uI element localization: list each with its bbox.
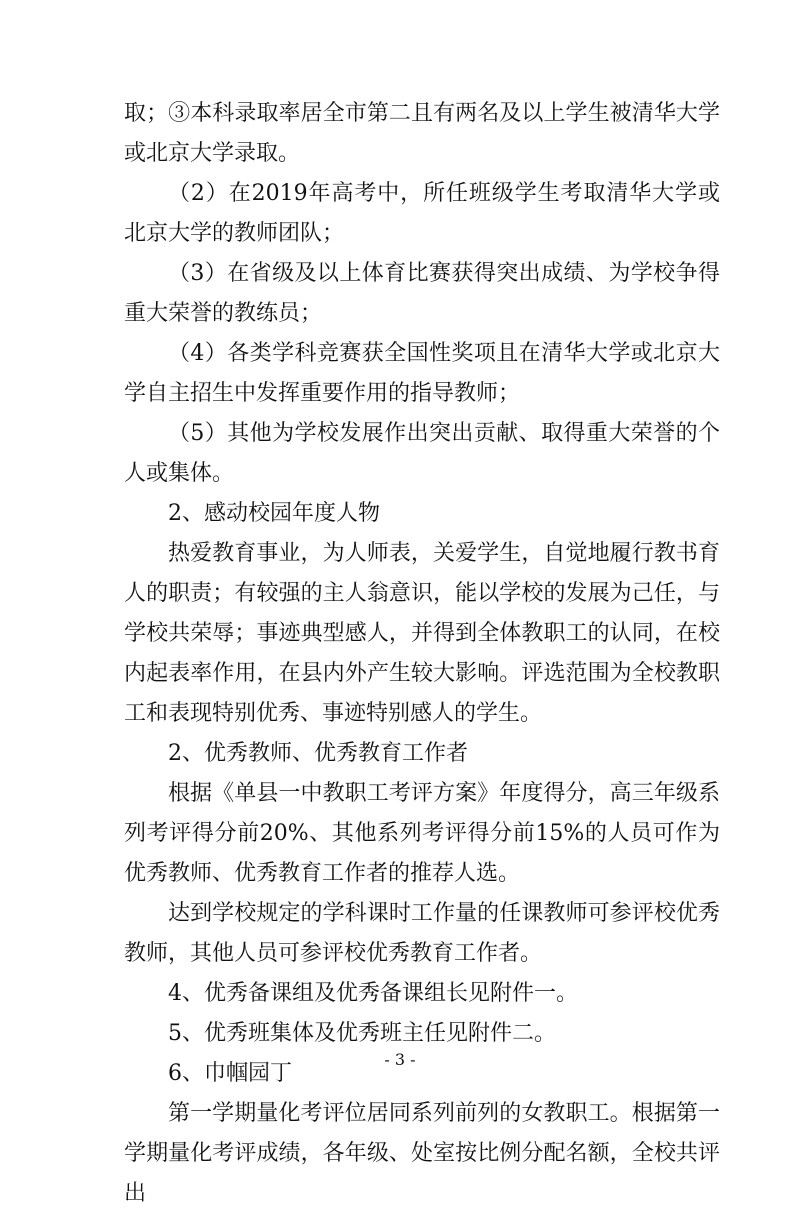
section-heading-excellent-teacher: 2、优秀教师、优秀教育工作者 <box>168 741 468 766</box>
paragraph-excellent-teacher-eligibility: 达到学校规定的学科课时工作量的任课教师可参评校优秀教师，其他人员可参评校优秀教育工作者。 <box>124 901 720 966</box>
paragraph-excellent-teacher-scores: 根据《单县一中教职工考评方案》年度得分，高三年级系列考评得分前20%、其他系列考评得分前15%的人员可作为优秀教师、优秀教育工作者的推荐人选。 <box>124 781 720 886</box>
section-item-lesson-group: 4、优秀备课组及优秀备课组长见附件一。 <box>168 981 578 1006</box>
paragraph-item-4: （4）各类学科竞赛获全国性奖项且在清华大学或北京大学自主招生中发挥重要作用的指导教师； <box>124 341 720 406</box>
paragraph-touching-figure-criteria: 热爱教育事业，为人师表，关爱学生，自觉地履行教书育人的职责；有较强的主人翁意识，能以学校的发展为己任，与学校共荣辱；事迹典型感人，并得到全体教职工的认同，在校内起表率作用，在县内外产生较大影响。评选范围为全校教职工和表现特别优秀、事迹特别感人的学生。 <box>124 541 720 726</box>
paragraph-item-2: （2）在2019年高考中，所任班级学生考取清华大学或北京大学的教师团队； <box>124 181 720 246</box>
section-heading-female-gardener: 6、巾帼园丁 <box>168 1061 292 1086</box>
section-heading-touching-figure: 2、感动校园年度人物 <box>168 501 380 526</box>
paragraph-female-gardener-criteria: 第一学期量化考评位居同系列前列的女教职工。根据第一学期量化考评成绩，各年级、处室按比例分配名额，全校共评出 <box>124 1101 720 1206</box>
page-number: - 3 - <box>384 1050 416 1069</box>
document-body <box>124 94 720 1214</box>
paragraph-item-3: （3）在省级及以上体育比赛获得突出成绩、为学校争得重大荣誉的教练员； <box>124 261 720 326</box>
section-item-class-collective: 5、优秀班集体及优秀班主任见附件二。 <box>168 1021 556 1046</box>
paragraph-item-5: （5）其他为学校发展作出突出贡献、取得重大荣誉的个人或集体。 <box>124 421 720 486</box>
paragraph-admission-criteria: 取；③本科录取率居全市第二且有两名及以上学生被清华大学或北京大学录取。 <box>124 101 720 166</box>
